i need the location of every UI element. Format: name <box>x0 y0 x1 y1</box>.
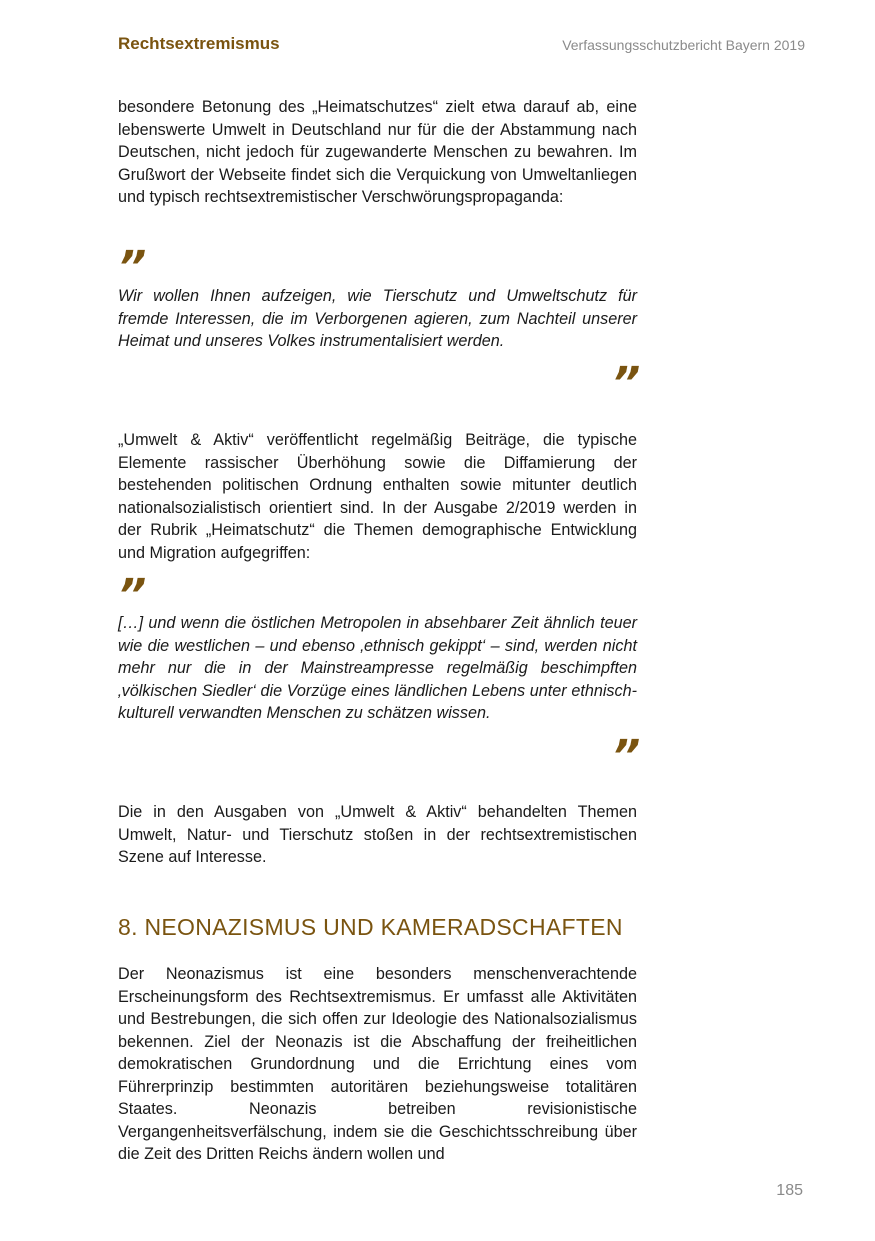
quote-text: Wir wollen Ihnen aufzeigen, wie Tierschutz und Umweltschutz für fremde Interessen, die im Verborgenen agieren, zum Nachteil unserer Heimat und unseres Volkes instrumentalisiert werden. <box>118 287 637 350</box>
paragraph-text: „Umwelt & Aktiv“ veröffentlicht regelmäßig Beiträge, die typische Elemente rassischer Überhöhung sowie die Diffamierung der bestehenden politischen Ordnung enthalten sowie mitunter deutlich nationalsozialistisch orientiert sind. In der Ausgabe 2/2019 werden in der Rubrik „Heimatschutz“ die Themen demographische Entwicklung und Migration aufgegriffen: <box>118 431 637 562</box>
page-number: 185 <box>776 1182 803 1199</box>
quote-close-icon: ” <box>612 731 641 782</box>
paragraph-text: Die in den Ausgaben von „Umwelt & Aktiv“ behandelten Themen Umwelt, Natur- und Tierschutz stoßen in der rechtsextremistischen Szene auf Interesse. <box>118 803 637 866</box>
section-heading-text: 8. NEONAZISMUS UND KAMERADSCHAFTEN <box>118 914 623 940</box>
quote-block-2 <box>118 612 637 725</box>
paragraph-intro <box>118 96 637 209</box>
publication-title: Verfassungsschutzbericht Bayern 2019 <box>562 37 805 53</box>
chapter-title: Rechtsextremismus <box>118 34 280 53</box>
quote-block-1 <box>118 285 637 353</box>
quote-open-icon: ” <box>118 242 147 293</box>
paragraph-umwelt-aktiv <box>118 429 637 564</box>
quote-close-icon: ” <box>612 358 641 409</box>
paragraph-text: besondere Betonung des „Heimatschutzes“ zielt etwa darauf ab, eine lebenswerte Umwelt in Deutschland nur für die der Abstammung nach Deutschen, nicht jedoch für zugewanderte Menschen zu bewahren. Im Grußwort der Webseite findet sich die Verquickung von Umweltanliegen und typisch rechtsextremistischer Verschwörungspropaganda: <box>118 98 637 206</box>
paragraph-neonazismus <box>118 963 637 1166</box>
paragraph-text: Der Neonazismus ist eine besonders menschenverachtende Erscheinungsform des Rechtsextremismus. Er umfasst alle Aktivitäten und Bestrebungen, die sich offen zur Ideologie des Nationalsozialismus bekennen. Ziel der Neonazis ist die Abschaffung der freiheitlichen demokratischen Grundordnung und die Errichtung eines vom Führerprinzip bestimmten autoritären beziehungsweise totalitären Staates. Neonazis betreiben revisionistische Vergangenheitsverfälschung, indem sie die Geschichtsschreibung über die Zeit des Dritten Reichs ändern wollen und <box>118 965 637 1163</box>
paragraph-conclusion <box>118 801 637 869</box>
quote-text: […] und wenn die östlichen Metropolen in absehbarer Zeit ähnlich teuer wie die westlichen – und ebenso ‚ethnisch gekippt‘ – sind, werden nicht mehr nur die in der Mainstreampresse regelmäßig beschimpften ‚völkischen Siedler‘ die Vorzüge eines ländlichen Lebens unter ethnisch-kulturell verwandten Menschen zu schätzen wissen. <box>118 614 637 722</box>
quote-open-icon: ” <box>118 570 147 621</box>
section-heading <box>118 914 637 941</box>
